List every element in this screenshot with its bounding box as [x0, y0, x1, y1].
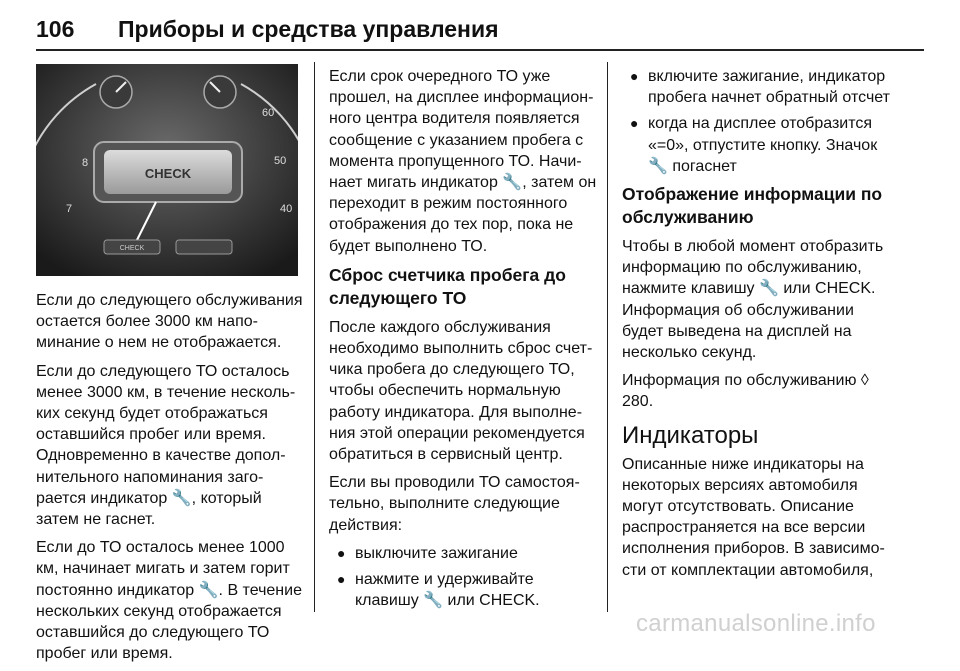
column-2 [329, 66, 599, 616]
list-item-text: когда на дисплее отобразится «=0», отпустите кнопку. Значок 🔧 погаснет [648, 115, 878, 175]
section-heading: Сброс счетчика пробега до следующего ТО [329, 264, 566, 308]
page-header [36, 10, 924, 52]
paragraph: После каждого обслуживания необходимо выполнить сброс счетчика пробега до следующего ТО, чтобы обеспечить нормальную работу индикатора. Для выполнения этой операции рекомендуется обратиться в сервисный центр. [329, 318, 593, 464]
column-1 [36, 290, 306, 671]
watermark: carmanualsonline.info [636, 610, 876, 637]
instrument-cluster-figure [36, 64, 298, 276]
column-divider [607, 62, 608, 612]
paragraph: Описанные ниже индикаторы на некоторых версиях автомобиля могут отсутствовать. Описание распространяется на все версии исполнения приборов. В зависимости от комплектации автомобиля, [622, 455, 885, 579]
bullet-icon: ● [337, 571, 346, 588]
page-title: Приборы и средства управления [118, 16, 499, 42]
bullet-icon: ● [630, 115, 639, 132]
section-heading: Отображение информации по обслуживанию [622, 184, 883, 228]
list-item [622, 113, 894, 177]
paragraph: Информация по обслуживанию ◊ 280. [622, 372, 869, 411]
list-item [622, 66, 894, 108]
paragraph: Если до следующего ТО осталось менее 3000 км, в течение нескольких секунд будет отображаться оставшийся пробег или время. Одновременно в качестве дополнительного напоминания загорается индикатор 🔧, который затем не гаснет. [36, 362, 296, 529]
list-item [329, 543, 599, 564]
header-rule [36, 49, 924, 51]
tick-label: 8 [82, 157, 89, 169]
paragraph: Если срок очередного ТО уже прошел, на дисплее информационного центра водителя появляется сообщение с указанием пробега с момента пропущенного ТО. Начинает мигать индикатор 🔧, затем он переходит в режим постоянного отображения до тех пор, пока не будет выполнено ТО. [329, 68, 597, 255]
list-item-text: нажмите и удерживайте клавишу 🔧 или CHECK. [355, 571, 540, 610]
page-number: 106 [36, 16, 75, 42]
tick-label: 50 [274, 155, 287, 167]
bullet-icon: ● [337, 544, 346, 561]
tick-label: 60 [262, 107, 275, 119]
paragraph: Если до ТО осталось менее 1000 км, начинает мигать и затем горит постоянно индикатор 🔧. В течение нескольких секунд отображается оставшийся до следующего ТО пробег или время. [36, 539, 302, 663]
tick-label: 7 [66, 203, 73, 215]
check-button-label: CHECK [119, 245, 145, 252]
section-heading-large: Индикаторы [622, 421, 759, 449]
secondary-button [176, 240, 232, 254]
column-3 [622, 66, 894, 588]
paragraph: Если до следующего обслуживания остается более 3000 км напоминание о нем не отображается. [36, 292, 303, 352]
bullet-icon: ● [630, 68, 639, 84]
list-item-text: включите зажигание, индикатор пробега начнет обратный отсчет [648, 68, 890, 107]
display-text: CHECK [144, 166, 192, 181]
paragraph: Если вы проводили ТО самостоятельно, выполните следующие действия: [329, 474, 580, 534]
tick-label: 40 [280, 203, 293, 215]
list-item [329, 569, 599, 611]
list-item-text: выключите зажигание [355, 544, 518, 562]
instrument-cluster-illustration [36, 64, 298, 276]
paragraph: Чтобы в любой момент отобразить информацию по обслуживанию, нажмите клавишу 🔧 или CHECK. Информация об обслуживании будет выведена на дисплей на несколько секунд. [622, 238, 884, 362]
column-divider [314, 62, 315, 612]
